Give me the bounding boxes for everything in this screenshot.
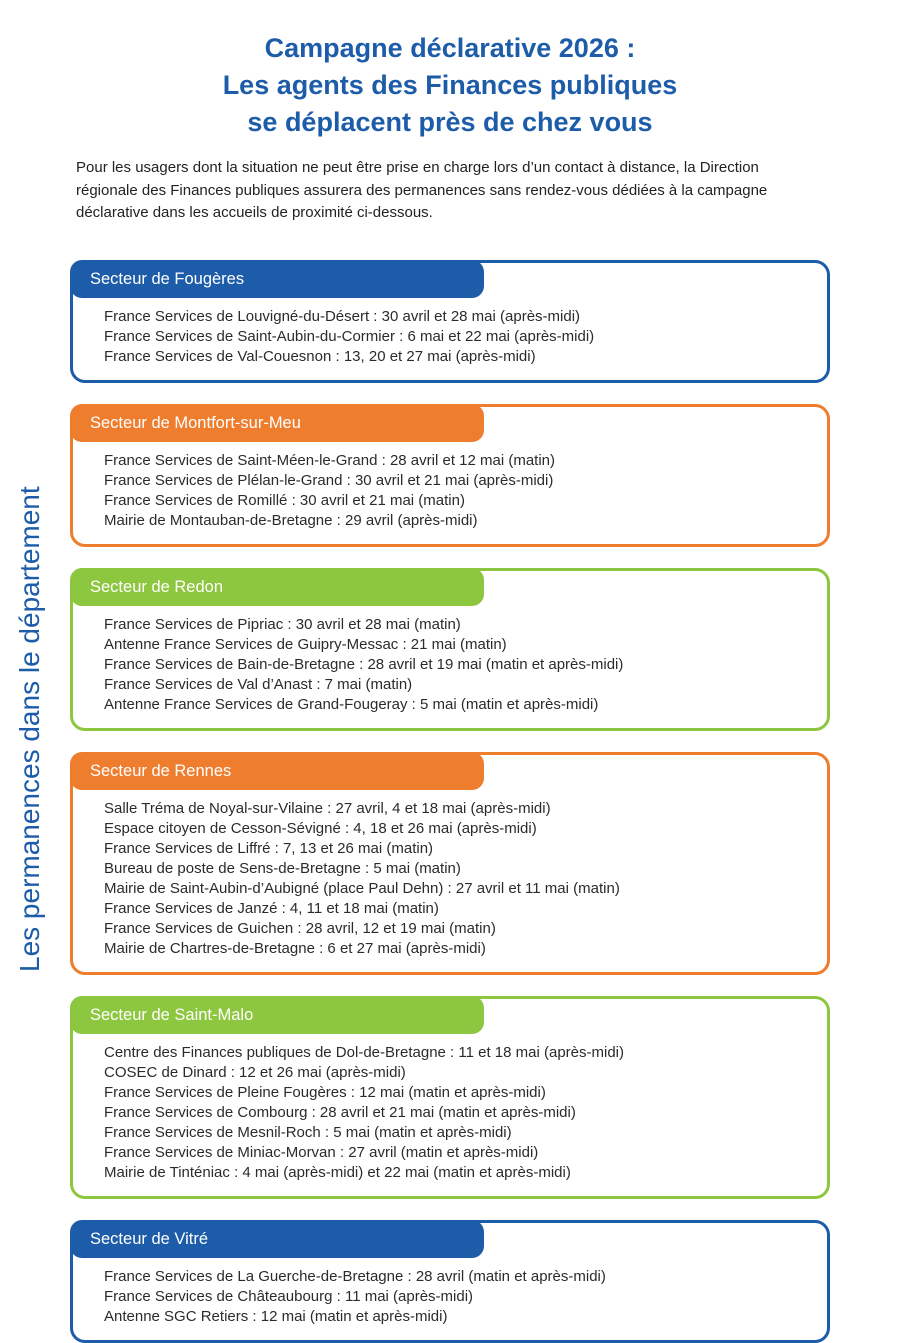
- permanence-line: France Services de Val d’Anast : 7 mai (matin): [104, 676, 413, 693]
- title-line-2: Les agents des Finances publiques: [222, 70, 678, 100]
- sector-item-list: [73, 442, 827, 544]
- permanence-line: France Services de Pleine Fougères : 12 mai (matin et après-midi): [104, 1084, 546, 1101]
- sector-tab-label: Secteur de Fougères: [70, 260, 484, 298]
- permanence-line: COSEC de Dinard : 12 et 26 mai (après-midi): [104, 1064, 406, 1081]
- permanence-line: France Services de Liffré : 7, 13 et 26 mai (matin): [104, 840, 434, 857]
- permanence-line: Mairie de Tinténiac : 4 mai (après-midi) et 22 mai (matin et après-midi): [104, 1164, 571, 1181]
- sector-tab-label: Secteur de Montfort-sur-Meu: [70, 404, 484, 442]
- sections-container: [70, 260, 830, 1343]
- permanence-line: France Services de Val-Couesnon : 13, 20 et 27 mai (après-midi): [104, 348, 536, 365]
- sector-tab-label: Secteur de Saint-Malo: [70, 996, 484, 1034]
- permanence-line: France Services de Plélan-le-Grand : 30 avril et 21 mai (après-midi): [104, 472, 554, 489]
- intro-paragraph: Pour les usagers dont la situation ne peut être prise en charge lors d’un contact à distance, la Direction régionale des Finances publiques assurera des permanences sans rendez-vous dédiées à la campagne déclarative dans les accueils de proximité ci-dessous.: [76, 159, 768, 221]
- permanence-line: Mairie de Chartres-de-Bretagne : 6 et 27 mai (après-midi): [104, 940, 486, 957]
- sector-item-list: [73, 606, 827, 728]
- permanence-line: France Services de Louvigné-du-Désert : 30 avril et 28 mai (après-midi): [104, 308, 581, 325]
- sector-box: [70, 568, 830, 731]
- sector-item-list: [73, 1258, 827, 1340]
- permanence-line: Antenne France Services de Guipry-Messac : 21 mai (matin): [104, 636, 507, 653]
- sector-item-list: [73, 298, 827, 380]
- sector-item-list: [73, 790, 827, 972]
- sector-box: [70, 1220, 830, 1343]
- sector-tab-label: Secteur de Rennes: [70, 752, 484, 790]
- sector-tab-label: Secteur de Redon: [70, 568, 484, 606]
- permanence-line: Mairie de Montauban-de-Bretagne : 29 avril (après-midi): [104, 512, 478, 529]
- permanence-line: France Services de Miniac-Morvan : 27 avril (matin et après-midi): [104, 1144, 539, 1161]
- sector-item-list: [73, 1034, 827, 1196]
- sector-tab-label: Secteur de Vitré: [70, 1220, 484, 1258]
- permanence-line: Bureau de poste de Sens-de-Bretagne : 5 mai (matin): [104, 860, 461, 877]
- permanence-line: France Services de Combourg : 28 avril et 21 mai (matin et après-midi): [104, 1104, 576, 1121]
- sector-box: [70, 996, 830, 1199]
- permanence-line: France Services de Pipriac : 30 avril et 28 mai (matin): [104, 616, 461, 633]
- permanence-line: Espace citoyen de Cesson-Sévigné : 4, 18 et 26 mai (après-midi): [104, 820, 537, 837]
- permanence-line: Antenne France Services de Grand-Fougeray : 5 mai (matin et après-midi): [104, 696, 599, 713]
- sector-box: [70, 752, 830, 975]
- sector-box: [70, 260, 830, 383]
- page-title: [0, 30, 900, 141]
- permanence-line: France Services de Bain-de-Bretagne : 28 avril et 19 mai (matin et après-midi): [104, 656, 624, 673]
- permanence-line: France Services de Châteaubourg : 11 mai (après-midi): [104, 1288, 474, 1305]
- title-line-1: Campagne déclarative 2026 :: [264, 33, 636, 63]
- sector-box: [70, 404, 830, 547]
- permanence-line: Mairie de Saint-Aubin-d’Aubigné (place Paul Dehn) : 27 avril et 11 mai (matin): [104, 880, 620, 897]
- permanence-line: France Services de Guichen : 28 avril, 12 et 19 mai (matin): [104, 920, 496, 937]
- permanence-line: Centre des Finances publiques de Dol-de-Bretagne : 11 et 18 mai (après-midi): [104, 1044, 624, 1061]
- permanence-line: France Services de La Guerche-de-Bretagne : 28 avril (matin et après-midi): [104, 1268, 606, 1285]
- permanence-line: France Services de Romillé : 30 avril et 21 mai (matin): [104, 492, 465, 509]
- permanence-line: France Services de Saint-Aubin-du-Cormier : 6 mai et 22 mai (après-midi): [104, 328, 595, 345]
- permanence-line: France Services de Janzé : 4, 11 et 18 mai (matin): [104, 900, 439, 917]
- permanence-line: Antenne SGC Retiers : 12 mai (matin et après-midi): [104, 1308, 448, 1325]
- title-line-3: se déplacent près de chez vous: [247, 107, 653, 137]
- permanence-line: France Services de Mesnil-Roch : 5 mai (matin et après-midi): [104, 1124, 512, 1141]
- permanence-line: France Services de Saint-Méen-le-Grand : 28 avril et 12 mai (matin): [104, 452, 556, 469]
- vertical-sidebar-label: Les permanences dans le département: [14, 486, 45, 972]
- permanence-line: Salle Tréma de Noyal-sur-Vilaine : 27 avril, 4 et 18 mai (après-midi): [104, 800, 551, 817]
